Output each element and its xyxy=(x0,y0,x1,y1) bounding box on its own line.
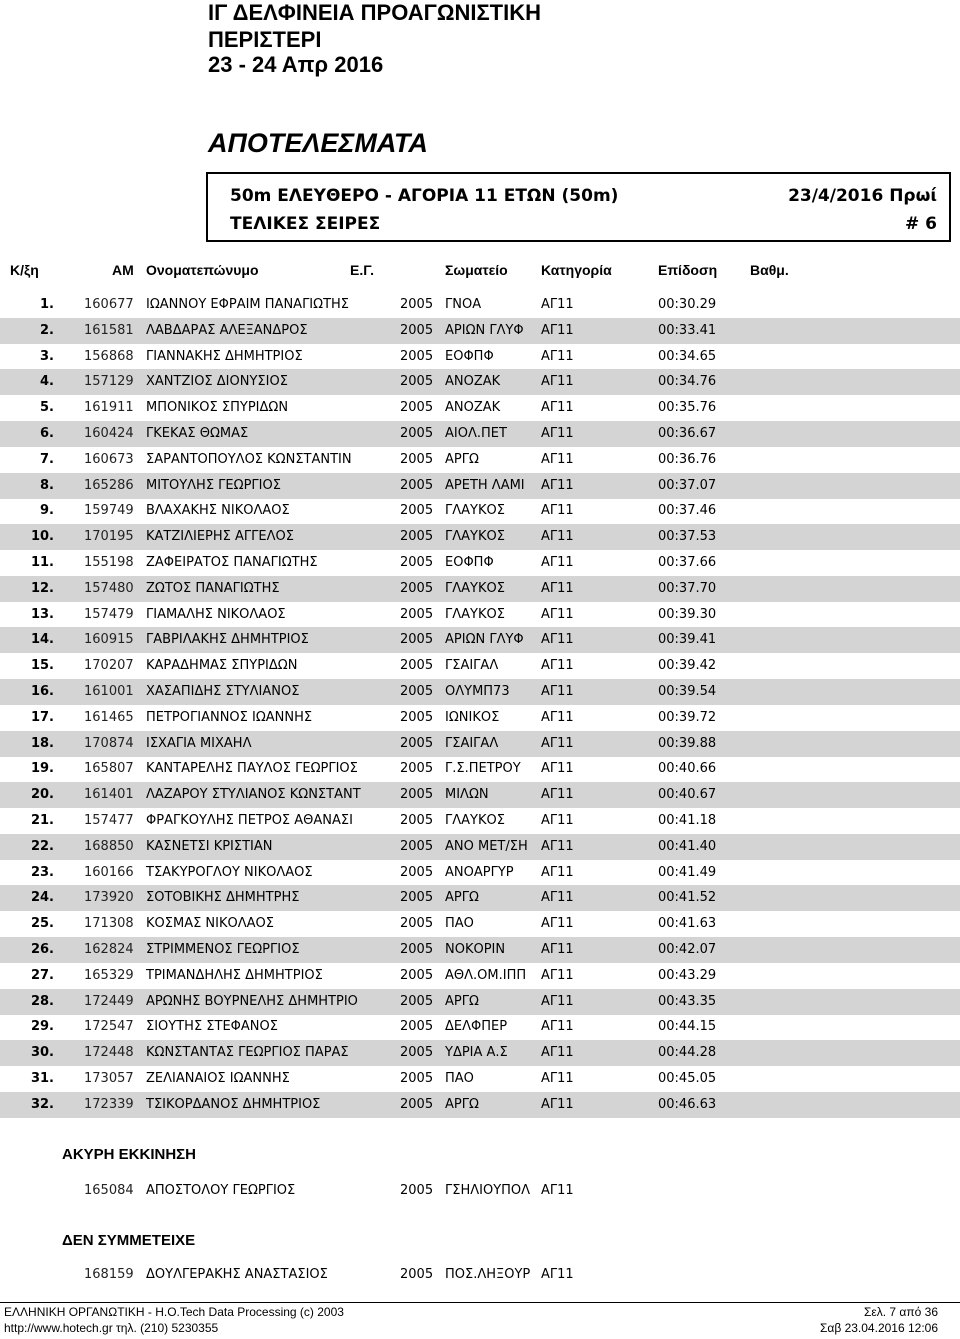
result-name: ΛΑΖΑΡΟΥ ΣΤΥΛΙΑΝΟΣ ΚΩΝΣΤΑΝΤ xyxy=(146,787,361,803)
result-rank: 31. xyxy=(30,1071,54,1086)
col-points: Βαθμ. xyxy=(750,262,789,278)
result-row xyxy=(0,1040,960,1066)
result-yob: 2005 xyxy=(400,426,434,441)
dns-title: ΔΕΝ ΣΥΜΜΕΤΕΙΧΕ xyxy=(62,1232,196,1249)
result-am: 165286 xyxy=(84,477,134,493)
event-box xyxy=(206,172,951,242)
result-am: 161401 xyxy=(84,787,134,803)
result-row xyxy=(0,1014,960,1040)
result-category: ΑΓ11 xyxy=(541,838,574,854)
col-name: Ονοματεπώνυμο xyxy=(146,262,259,278)
result-row xyxy=(0,524,960,550)
result-name: ΚΟΣΜΑΣ ΝΙΚΟΛΑΟΣ xyxy=(146,916,274,932)
dq-club: ΓΣΗΛΙΟΥΠΟΛ xyxy=(445,1183,531,1198)
result-category: ΑΓ11 xyxy=(541,348,574,364)
result-rank: 7. xyxy=(40,451,54,467)
result-yob: 2005 xyxy=(400,322,434,338)
result-name: ΚΑΝΤΑΡΕΛΗΣ ΠΑΥΛΟΣ ΓΕΩΡΓΙΟΣ xyxy=(146,761,358,777)
col-yob: Ε.Γ. xyxy=(350,262,374,278)
result-club: ΕΟΦΠΦ xyxy=(445,555,494,570)
result-club: ΑΘΛ.ΟΜ.ΙΠΠ xyxy=(445,967,527,983)
result-name: ΧΑΝΤΖΙΟΣ ΔΙΟΝΥΣΙΟΣ xyxy=(146,374,288,390)
result-name: ΜΠΟΝΙΚΟΣ ΣΠΥΡΙΔΩΝ xyxy=(146,400,289,416)
dns-yob: 2005 xyxy=(400,1267,434,1282)
result-am: 160677 xyxy=(84,297,134,312)
result-am: 170874 xyxy=(84,735,134,751)
col-rank: Κ/ξη xyxy=(10,262,39,278)
event-number: # 6 xyxy=(905,214,937,234)
result-name: ΦΡΑΓΚΟΥΛΗΣ ΠΕΤΡΟΣ ΑΘΑΝΑΣΙ xyxy=(146,813,353,828)
result-row xyxy=(0,911,960,937)
dns-row xyxy=(0,1262,960,1288)
result-rank: 24. xyxy=(30,890,54,906)
result-yob: 2005 xyxy=(400,632,434,648)
result-row xyxy=(0,653,960,679)
result-performance: 00:30.29 xyxy=(658,297,717,312)
result-yob: 2005 xyxy=(400,761,434,777)
result-club: ΓΛΑΥΚΟΣ xyxy=(445,813,505,828)
result-name: ΚΑΤΖΙΛΙΕΡΗΣ ΑΓΓΕΛΟΣ xyxy=(146,529,294,545)
result-category: ΑΓ11 xyxy=(541,813,574,828)
result-yob: 2005 xyxy=(400,503,434,519)
result-yob: 2005 xyxy=(400,1045,434,1061)
result-performance: 00:37.46 xyxy=(658,503,717,519)
result-row xyxy=(0,344,960,370)
result-club: ΠΑΟ xyxy=(445,916,474,932)
result-category: ΑΓ11 xyxy=(541,529,574,545)
footer-credit: ΕΛΛΗΝΙΚΗ ΟΡΓΑΝΩΤΙΚΗ - Η.Ο.Tech Data Processing (c) 2003 xyxy=(4,1305,344,1319)
result-am: 159749 xyxy=(84,503,134,519)
result-club: ΔΕΛΦΠΕΡ xyxy=(445,1019,508,1035)
result-name: ΖΩΤΟΣ ΠΑΝΑΓΙΩΤΗΣ xyxy=(146,580,280,596)
result-category: ΑΓ11 xyxy=(541,1071,574,1086)
result-club: ΑΡΓΩ xyxy=(445,890,479,906)
result-club: ΜΙΛΩΝ xyxy=(445,787,489,803)
result-row xyxy=(0,860,960,886)
result-yob: 2005 xyxy=(400,1096,434,1112)
result-yob: 2005 xyxy=(400,400,434,416)
result-row xyxy=(0,679,960,705)
result-club: ΓΛΑΥΚΟΣ xyxy=(445,503,505,519)
result-row xyxy=(0,498,960,524)
result-name: ΤΣΑΚΥΡΟΓΛΟΥ ΝΙΚΟΛΑΟΣ xyxy=(146,864,313,880)
result-am: 160424 xyxy=(84,426,134,441)
result-name: ΙΣΧΑΓΙΑ ΜΙΧΑΗΛ xyxy=(146,735,252,751)
meet-dates: 23 - 24 Απρ 2016 xyxy=(208,52,384,77)
result-club: ΑΝΟΖΑΚ xyxy=(445,374,501,390)
result-category: ΑΓ11 xyxy=(541,1045,574,1061)
result-performance: 00:40.67 xyxy=(658,787,717,803)
result-category: ΑΓ11 xyxy=(541,555,574,570)
result-category: ΑΓ11 xyxy=(541,632,574,648)
result-performance: 00:42.07 xyxy=(658,942,717,957)
result-category: ΑΓ11 xyxy=(541,322,574,338)
result-performance: 00:44.15 xyxy=(658,1019,717,1035)
result-row xyxy=(0,447,960,473)
result-rank: 29. xyxy=(30,1019,54,1035)
result-row xyxy=(0,602,960,628)
footer-contact: http://www.hotech.gr τηλ. (210) 5230355 xyxy=(4,1321,219,1335)
dns-am: 168159 xyxy=(84,1267,134,1282)
result-rank: 19. xyxy=(30,761,54,777)
result-club: ΟΛΥΜΠ73 xyxy=(445,684,510,699)
result-name: ΖΑΦΕΙΡΑΤΟΣ ΠΑΝΑΓΙΩΤΗΣ xyxy=(146,555,318,570)
result-rank: 18. xyxy=(30,735,54,751)
result-row xyxy=(0,756,960,782)
footer-divider xyxy=(0,1302,960,1303)
result-row xyxy=(0,421,960,447)
result-yob: 2005 xyxy=(400,477,434,493)
result-name: ΠΕΤΡΟΓΙΑΝΝΟΣ ΙΩΑΝΝΗΣ xyxy=(146,709,313,725)
result-club: ΓΣΑΙΓΑΛ xyxy=(445,658,499,674)
result-rank: 10. xyxy=(30,529,54,545)
result-category: ΑΓ11 xyxy=(541,684,574,699)
result-name: ΣΟΤΟΒΙΚΗΣ ΔΗΜΗΤΡΗΣ xyxy=(146,890,300,906)
col-am: ΑΜ xyxy=(112,262,134,278)
result-category: ΑΓ11 xyxy=(541,761,574,777)
dq-yob: 2005 xyxy=(400,1183,434,1198)
result-rank: 12. xyxy=(30,580,54,596)
result-performance: 00:36.76 xyxy=(658,451,717,467)
result-category: ΑΓ11 xyxy=(541,864,574,880)
footer-page-number: Σελ. 7 από 36 xyxy=(863,1305,938,1319)
result-name: ΚΑΣΝΕΤΣΙ ΚΡΙΣΤΙΑΝ xyxy=(146,838,273,854)
result-yob: 2005 xyxy=(400,709,434,725)
result-performance: 00:40.66 xyxy=(658,761,717,777)
result-club: ΑΡΓΩ xyxy=(445,993,479,1009)
result-category: ΑΓ11 xyxy=(541,451,574,467)
result-rank: 5. xyxy=(40,400,54,416)
result-name: ΤΣΙΚΟΡΔΑΝΟΣ ΔΗΜΗΤΡΙΟΣ xyxy=(146,1096,321,1112)
result-yob: 2005 xyxy=(400,787,434,803)
result-am: 171308 xyxy=(84,916,134,932)
result-yob: 2005 xyxy=(400,348,434,364)
result-performance: 00:41.63 xyxy=(658,916,717,932)
result-club: Γ.Σ.ΠΕΤΡΟΥ xyxy=(445,761,521,777)
result-yob: 2005 xyxy=(400,993,434,1009)
result-row xyxy=(0,1066,960,1092)
result-row xyxy=(0,369,960,395)
result-rank: 28. xyxy=(30,993,54,1009)
result-am: 157480 xyxy=(84,580,134,596)
result-category: ΑΓ11 xyxy=(541,1096,574,1112)
result-row xyxy=(0,292,960,318)
result-category: ΑΓ11 xyxy=(541,426,574,441)
meet-venue: ΠΕΡΙΣΤΕΡΙ xyxy=(208,27,322,52)
result-row xyxy=(0,834,960,860)
result-name: ΑΡΩΝΗΣ ΒΟΥΡΝΕΛΗΣ ΔΗΜΗΤΡΙΟ xyxy=(146,993,358,1009)
result-rank: 9. xyxy=(40,503,54,519)
result-yob: 2005 xyxy=(400,864,434,880)
result-am: 172448 xyxy=(84,1045,134,1061)
result-performance: 00:36.67 xyxy=(658,426,717,441)
result-club: ΥΔΡΙΑ Α.Σ xyxy=(445,1045,508,1061)
result-row xyxy=(0,550,960,576)
result-row xyxy=(0,318,960,344)
result-club: ΓΣΑΙΓΑΛ xyxy=(445,735,499,751)
result-performance: 00:39.54 xyxy=(658,684,717,699)
result-am: 170207 xyxy=(84,658,134,674)
result-rank: 27. xyxy=(30,967,54,983)
result-am: 157477 xyxy=(84,813,134,828)
result-performance: 00:39.41 xyxy=(658,632,717,648)
result-performance: 00:33.41 xyxy=(658,322,717,338)
result-am: 157479 xyxy=(84,606,134,622)
result-row xyxy=(0,989,960,1015)
result-rank: 4. xyxy=(40,374,54,390)
result-row xyxy=(0,395,960,421)
result-rank: 26. xyxy=(30,942,54,957)
result-rank: 1. xyxy=(40,297,54,312)
result-club: ΓΛΑΥΚΟΣ xyxy=(445,580,505,596)
result-am: 172449 xyxy=(84,993,134,1009)
meet-title: ΙΓ ΔΕΛΦΙΝΕΙΑ ΠΡΟΑΓΩΝΙΣΤΙΚΗ xyxy=(208,0,541,25)
result-name: ΚΩΝΣΤΑΝΤΑΣ ΓΕΩΡΓΙΟΣ ΠΑΡΑΣ xyxy=(146,1045,349,1061)
result-category: ΑΓ11 xyxy=(541,658,574,674)
result-performance: 00:39.30 xyxy=(658,606,717,622)
result-name: ΣΑΡΑΝΤΟΠΟΥΛΟΣ ΚΩΝΣΤΑΝΤΙΝ xyxy=(146,451,352,467)
result-am: 160166 xyxy=(84,864,134,880)
event-date-session: 23/4/2016 Πρωί xyxy=(788,186,937,206)
result-row xyxy=(0,1092,960,1118)
dq-name: ΑΠΟΣΤΟΛΟΥ ΓΕΩΡΓΙΟΣ xyxy=(146,1183,296,1198)
result-am: 172547 xyxy=(84,1019,134,1035)
result-yob: 2005 xyxy=(400,967,434,983)
result-yob: 2005 xyxy=(400,838,434,854)
result-name: ΚΑΡΑΔΗΜΑΣ ΣΠΥΡΙΔΩΝ xyxy=(146,658,298,674)
result-performance: 00:41.52 xyxy=(658,890,717,906)
event-name: 50m ΕΛΕΥΘΕΡΟ - ΑΓΟΡΙΑ 11 ΕΤΩΝ (50m) xyxy=(230,186,619,206)
result-rank: 15. xyxy=(30,658,54,674)
result-rank: 6. xyxy=(40,426,54,441)
dq-title: ΑΚΥΡΗ ΕΚΚΙΝΗΣΗ xyxy=(62,1146,197,1163)
result-club: ΓΛΑΥΚΟΣ xyxy=(445,606,505,622)
result-rank: 11. xyxy=(30,555,54,570)
result-category: ΑΓ11 xyxy=(541,1019,574,1035)
result-performance: 00:41.40 xyxy=(658,838,717,854)
result-yob: 2005 xyxy=(400,684,434,699)
result-club: ΠΑΟ xyxy=(445,1071,474,1086)
col-performance: Επίδοση xyxy=(658,262,718,278)
result-category: ΑΓ11 xyxy=(541,787,574,803)
result-name: ΛΑΒΔΑΡΑΣ ΑΛΕΞΑΝΔΡΟΣ xyxy=(146,322,308,338)
result-rank: 25. xyxy=(30,916,54,932)
result-club: ΝΟΚΟΡΙΝ xyxy=(445,942,506,957)
result-rank: 21. xyxy=(30,813,54,828)
result-performance: 00:43.29 xyxy=(658,967,717,983)
result-performance: 00:37.53 xyxy=(658,529,717,545)
dq-row xyxy=(0,1178,960,1204)
result-yob: 2005 xyxy=(400,1071,434,1086)
result-name: ΙΩΑΝΝΟΥ ΕΦΡΑΙΜ ΠΑΝΑΓΙΩΤΗΣ xyxy=(146,297,350,312)
dq-am: 165084 xyxy=(84,1183,134,1198)
result-row xyxy=(0,705,960,731)
result-name: ΖΕΛΙΑΝΑΙΟΣ ΙΩΑΝΝΗΣ xyxy=(146,1071,290,1086)
result-yob: 2005 xyxy=(400,735,434,751)
result-rank: 17. xyxy=(30,709,54,725)
result-category: ΑΓ11 xyxy=(541,297,574,312)
heat-type: ΤΕΛΙΚΕΣ ΣΕΙΡΕΣ xyxy=(230,214,381,234)
result-row xyxy=(0,473,960,499)
result-club: ΑΡΓΩ xyxy=(445,1096,479,1112)
result-club: ΑΝΟΖΑΚ xyxy=(445,400,501,416)
result-club: ΑΝΟ ΜΕΤ/ΣΗ xyxy=(445,838,528,854)
result-name: ΣΙΟΥΤΗΣ ΣΤΕΦΑΝΟΣ xyxy=(146,1019,278,1035)
result-yob: 2005 xyxy=(400,606,434,622)
result-category: ΑΓ11 xyxy=(541,916,574,932)
result-name: ΧΑΣΑΠΙΔΗΣ ΣΤΥΛΙΑΝΟΣ xyxy=(146,684,300,699)
result-rank: 23. xyxy=(30,864,54,880)
result-yob: 2005 xyxy=(400,890,434,906)
result-performance: 00:34.76 xyxy=(658,374,717,390)
result-yob: 2005 xyxy=(400,916,434,932)
result-row xyxy=(0,963,960,989)
result-rank: 32. xyxy=(30,1096,54,1112)
result-performance: 00:39.42 xyxy=(658,658,717,674)
result-performance: 00:34.65 xyxy=(658,348,717,364)
result-yob: 2005 xyxy=(400,529,434,545)
result-club: ΙΩΝΙΚΟΣ xyxy=(445,709,500,725)
result-name: ΣΤΡΙΜΜΕΝΟΣ ΓΕΩΡΓΙΟΣ xyxy=(146,942,300,957)
result-am: 173920 xyxy=(84,890,134,906)
result-row xyxy=(0,937,960,963)
result-am: 157129 xyxy=(84,374,134,390)
result-am: 161465 xyxy=(84,709,134,725)
result-yob: 2005 xyxy=(400,658,434,674)
result-category: ΑΓ11 xyxy=(541,709,574,725)
result-am: 160673 xyxy=(84,451,134,467)
result-am: 160915 xyxy=(84,632,134,648)
result-performance: 00:45.05 xyxy=(658,1071,717,1086)
result-category: ΑΓ11 xyxy=(541,606,574,622)
result-rank: 20. xyxy=(30,787,54,803)
result-row xyxy=(0,782,960,808)
result-row xyxy=(0,808,960,834)
result-category: ΑΓ11 xyxy=(541,890,574,906)
result-club: ΓΛΑΥΚΟΣ xyxy=(445,529,505,545)
result-performance: 00:37.66 xyxy=(658,555,717,570)
result-rank: 22. xyxy=(30,838,54,854)
result-performance: 00:37.70 xyxy=(658,580,717,596)
result-club: ΑΡΙΩΝ ΓΛΥΦ xyxy=(445,322,524,338)
result-rank: 16. xyxy=(30,684,54,699)
result-performance: 00:39.72 xyxy=(658,709,717,725)
result-name: ΜΙΤΟΥΛΗΣ ΓΕΩΡΓΙΟΣ xyxy=(146,477,281,493)
result-yob: 2005 xyxy=(400,942,434,957)
dq-category: ΑΓ11 xyxy=(541,1183,574,1198)
dns-name: ΔΟΥΛΓΕΡΑΚΗΣ ΑΝΑΣΤΑΣΙΟΣ xyxy=(146,1267,328,1282)
result-am: 165807 xyxy=(84,761,134,777)
result-name: ΓΙΑΝΝΑΚΗΣ ΔΗΜΗΤΡΙΟΣ xyxy=(146,348,303,364)
result-yob: 2005 xyxy=(400,580,434,596)
result-row xyxy=(0,576,960,602)
result-row xyxy=(0,731,960,757)
result-name: ΓΙΑΜΑΛΗΣ ΝΙΚΟΛΑΟΣ xyxy=(146,606,286,622)
result-yob: 2005 xyxy=(400,813,434,828)
result-category: ΑΓ11 xyxy=(541,477,574,493)
result-performance: 00:41.49 xyxy=(658,864,717,880)
result-am: 162824 xyxy=(84,942,134,957)
result-performance: 00:39.88 xyxy=(658,735,717,751)
result-club: ΑΡΙΩΝ ΓΛΥΦ xyxy=(445,632,524,648)
result-name: ΓΑΒΡΙΛΑΚΗΣ ΔΗΜΗΤΡΙΟΣ xyxy=(146,632,309,648)
result-performance: 00:35.76 xyxy=(658,400,717,416)
result-yob: 2005 xyxy=(400,451,434,467)
result-name: ΤΡΙΜΑΝΔΗΛΗΣ ΔΗΜΗΤΡΙΟΣ xyxy=(146,967,323,983)
result-rank: 8. xyxy=(40,477,54,493)
result-category: ΑΓ11 xyxy=(541,580,574,596)
result-am: 155198 xyxy=(84,555,134,570)
result-rank: 14. xyxy=(30,632,54,648)
result-performance: 00:44.28 xyxy=(658,1045,717,1061)
result-am: 168850 xyxy=(84,838,134,854)
result-yob: 2005 xyxy=(400,555,434,570)
footer-timestamp: Σαβ 23.04.2016 12:06 xyxy=(819,1321,938,1335)
result-rank: 2. xyxy=(40,322,54,338)
result-club: ΑΙΟΛ.ΠΕΤ xyxy=(445,426,507,441)
result-am: 170195 xyxy=(84,529,134,545)
col-club: Σωματείο xyxy=(445,262,508,278)
result-category: ΑΓ11 xyxy=(541,735,574,751)
result-rank: 3. xyxy=(40,348,54,364)
result-club: ΑΝΟΑΡΓΥΡ xyxy=(445,864,514,880)
result-row xyxy=(0,627,960,653)
result-am: 161911 xyxy=(84,400,134,416)
result-club: ΕΟΦΠΦ xyxy=(445,348,494,364)
dns-category: ΑΓ11 xyxy=(541,1267,574,1282)
result-category: ΑΓ11 xyxy=(541,942,574,957)
result-yob: 2005 xyxy=(400,374,434,390)
result-club: ΑΡΕΤΗ ΛΑΜΙ xyxy=(445,477,525,493)
result-category: ΑΓ11 xyxy=(541,400,574,416)
result-am: 165329 xyxy=(84,967,134,983)
result-name: ΒΛΑΧΑΚΗΣ ΝΙΚΟΛΑΟΣ xyxy=(146,503,290,519)
result-club: ΓΝΟΑ xyxy=(445,297,482,312)
result-yob: 2005 xyxy=(400,297,434,312)
result-performance: 00:46.63 xyxy=(658,1096,717,1112)
result-name: ΓΚΕΚΑΣ ΘΩΜΑΣ xyxy=(146,426,249,441)
result-am: 156868 xyxy=(84,348,134,364)
result-performance: 00:43.35 xyxy=(658,993,717,1009)
results-title: ΑΠΟΤΕΛΕΣΜΑΤΑ xyxy=(208,128,428,158)
result-club: ΑΡΓΩ xyxy=(445,451,479,467)
result-row xyxy=(0,885,960,911)
result-yob: 2005 xyxy=(400,1019,434,1035)
result-am: 161001 xyxy=(84,684,134,699)
dns-club: ΠΟΣ.ΛΗΞΟΥΡ xyxy=(445,1267,531,1282)
result-category: ΑΓ11 xyxy=(541,374,574,390)
result-rank: 13. xyxy=(30,606,54,622)
result-performance: 00:41.18 xyxy=(658,813,717,828)
result-category: ΑΓ11 xyxy=(541,967,574,983)
col-category: Κατηγορία xyxy=(541,262,612,278)
result-category: ΑΓ11 xyxy=(541,993,574,1009)
result-am: 173057 xyxy=(84,1071,134,1086)
result-category: ΑΓ11 xyxy=(541,503,574,519)
result-performance: 00:37.07 xyxy=(658,477,717,493)
result-am: 161581 xyxy=(84,322,134,338)
result-rank: 30. xyxy=(30,1045,54,1061)
result-am: 172339 xyxy=(84,1096,134,1112)
